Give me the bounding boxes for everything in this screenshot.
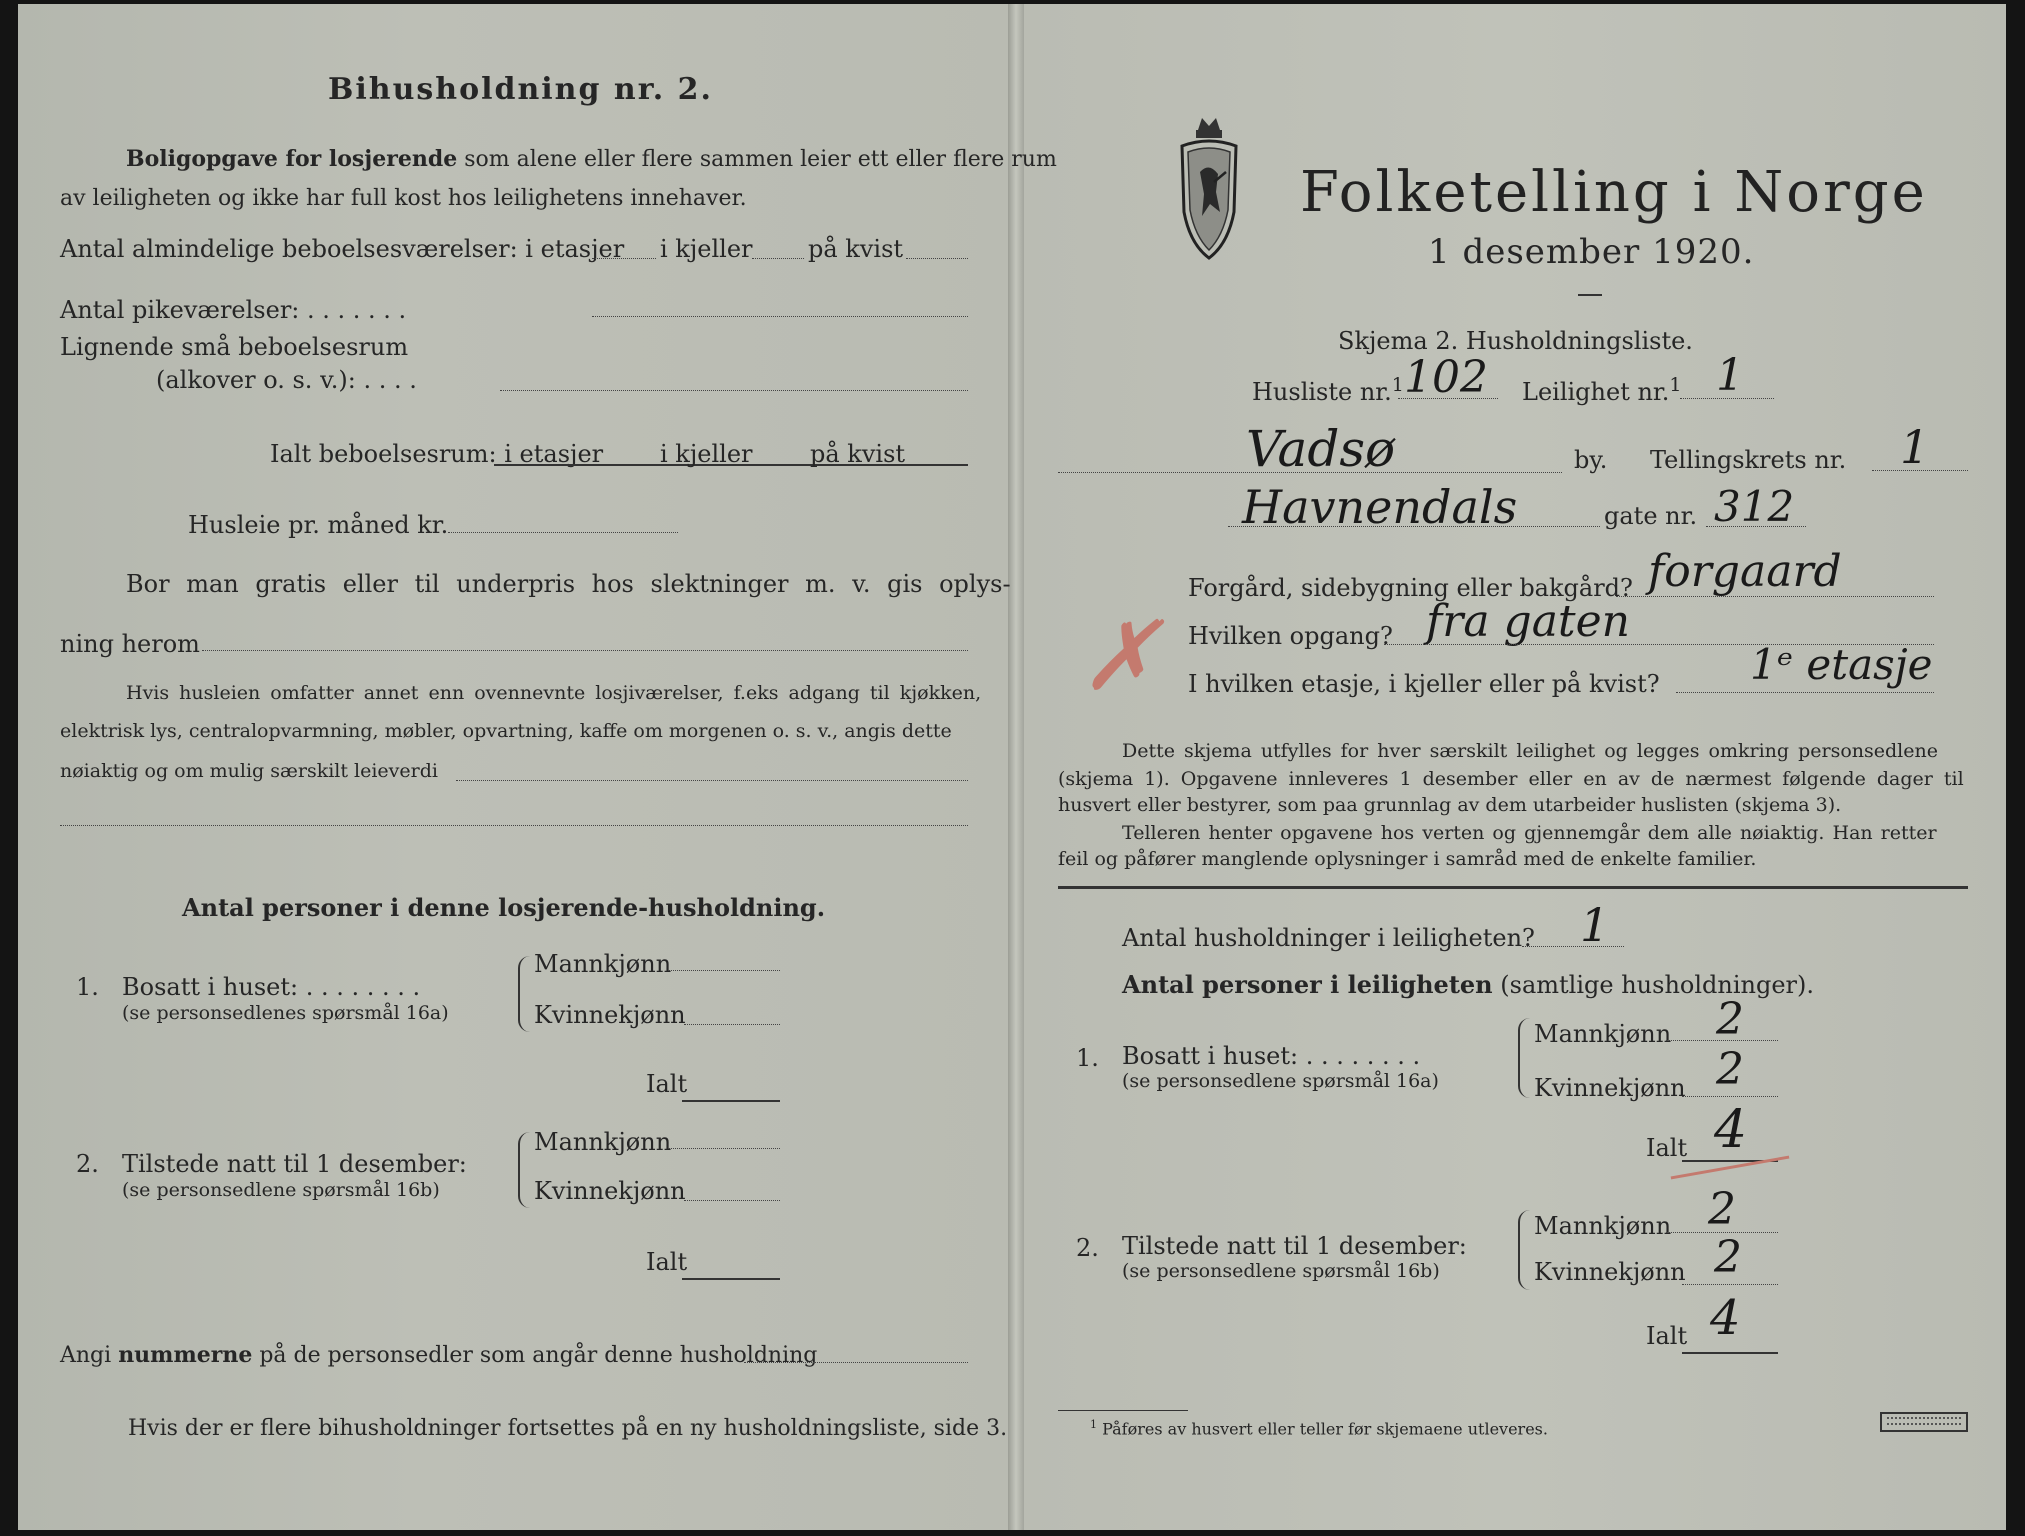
angi-bold: nummerne: [118, 1342, 253, 1368]
gate-nr-field: [1706, 526, 1806, 527]
left-q1-label: Bosatt i huset: . . . . . . . .: [122, 973, 421, 1001]
krets-value[interactable]: 1: [1900, 420, 1930, 474]
right-q2-ialt-label: Ialt: [1646, 1322, 1688, 1350]
left-q2-kvinne-label: Kvinnekjønn: [534, 1177, 686, 1205]
by-label: by.: [1574, 446, 1608, 474]
red-check-mark: ✗: [1080, 600, 1161, 712]
alkover-field[interactable]: [500, 390, 968, 391]
intro-text-1: som alene eller flere sammen leier ett eller flere rum: [464, 147, 1057, 172]
info-line-5: feil og påfører manglende oplysninger i samråd med de enkelte familier.: [1058, 848, 1757, 870]
info-line-3: husvert eller bestyrer, som paa grunnlag av dem utarbeider huslisten (skjema 3).: [1058, 794, 1842, 816]
husliste-value[interactable]: 102: [1404, 352, 1488, 403]
left-q1-num: 1.: [76, 973, 99, 1001]
opgang-value[interactable]: fra gaten: [1426, 596, 1630, 647]
left-q2-sub: (se personsedlene spørsmål 16b): [122, 1179, 440, 1201]
right-persons-bold: Antal personer i leiligheten: [1122, 970, 1493, 999]
leilighet-field: [1680, 398, 1774, 399]
right-q2-kvinne-field: [1682, 1284, 1778, 1285]
by-field: [1058, 472, 1562, 473]
ialt-kvist-label: på kvist: [810, 440, 906, 468]
left-q2-mann-label: Mannkjønn: [534, 1128, 672, 1156]
right-q1-sub: (se personsedlene spørsmål 16a): [1122, 1070, 1439, 1092]
intro-text-2: av leiligheten og ikke har full kost hos leilighetens innehaver.: [60, 186, 747, 211]
angi-field[interactable]: [744, 1362, 968, 1363]
kvist-field[interactable]: [906, 258, 968, 259]
right-q2-sub: (se personsedlene spørsmål 16b): [1122, 1260, 1440, 1282]
gate-label: gate nr.: [1604, 502, 1698, 530]
gratis-text-2: ning herom: [60, 630, 200, 658]
right-q2-brace: [1518, 1210, 1530, 1290]
info-line-4: Telleren henter opgavene hos verten og gjennemgår dem alle nøiaktig. Han retter: [1122, 822, 1937, 844]
right-q1-kvinne-label: Kvinnekjønn: [1534, 1074, 1686, 1102]
bihusholdning-heading: Bihusholdning nr. 2.: [328, 72, 713, 107]
page-fold: [1008, 4, 1024, 1530]
krets-field: [1872, 470, 1968, 471]
left-persons-heading: Antal personer i denne losjerende-husholdning.: [182, 893, 826, 922]
hvis-text-2: elektrisk lys, centralopvarmning, møbler, opvartning, kaffe om morgenen o. s. v., angis dette: [60, 720, 952, 742]
printer-stamp-icon: [1880, 1412, 1968, 1432]
left-q1-mann-label: Mannkjønn: [534, 950, 672, 978]
left-q2-mann-field[interactable]: [668, 1148, 780, 1149]
right-q2-kvinne-label: Kvinnekjønn: [1534, 1258, 1686, 1286]
pike-label: Antal pikeværelser: . . . . . . .: [60, 296, 407, 324]
right-q1-brace: [1518, 1018, 1530, 1098]
right-q1-mann-label: Mannkjønn: [1534, 1020, 1672, 1048]
left-q1-brace: [518, 956, 530, 1032]
census-date: 1 desember 1920.: [1428, 232, 1755, 272]
left-q1-sub: (se personsedlenes spørsmål 16a): [122, 1002, 449, 1024]
census-title: Folketelling i Norge: [1300, 160, 1928, 225]
right-q2-mann-value[interactable]: 2: [1708, 1184, 1736, 1235]
leilighet-footnote-mark: 1: [1669, 374, 1682, 396]
etasje-label: I hvilken etasje, i kjeller eller på kvist?: [1188, 670, 1660, 698]
alkover-label: (alkover o. s. v.): . . . .: [156, 366, 417, 394]
right-q1-ialt-value[interactable]: 4: [1714, 1100, 1748, 1160]
hush-label: Antal husholdninger i leiligheten?: [1122, 924, 1535, 952]
left-q2-ialt-field[interactable]: [682, 1278, 780, 1280]
right-q1-kvinne-value[interactable]: 2: [1716, 1044, 1744, 1095]
leilighet-label: Leilighet nr.: [1522, 378, 1670, 406]
left-q2-num: 2.: [76, 1150, 99, 1178]
footnote-rule: [1058, 1410, 1188, 1411]
left-q1-ialt-field[interactable]: [682, 1100, 780, 1102]
gate-value[interactable]: Havnendals: [1242, 480, 1518, 534]
right-q1-mann-field: [1666, 1040, 1778, 1041]
etasje-value[interactable]: 1ᵉ etasje: [1750, 640, 1933, 689]
right-q2-ialt-value[interactable]: 4: [1710, 1290, 1741, 1346]
ialt-rooms-label: Ialt beboelsesrum: i etasjer: [270, 440, 604, 468]
right-persons-rest: (samtlige husholdninger).: [1500, 971, 1815, 999]
gratis-field[interactable]: [202, 650, 968, 651]
right-q2-kvinne-value[interactable]: 2: [1714, 1232, 1742, 1283]
date-rule: [1578, 294, 1602, 296]
gratis-text-1: Bor man gratis eller til underpris hos slektninger m. v. gis oplys-: [126, 570, 1011, 598]
gate-nr-value[interactable]: 312: [1714, 482, 1795, 531]
left-q2-label: Tilstede natt til 1 desember:: [122, 1150, 467, 1178]
info-line-2: (skjema 1). Opgavene innleveres 1 desember eller en av de nærmest følgende dager til: [1058, 768, 1964, 790]
leieverdi-field[interactable]: [456, 780, 968, 781]
forgaard-value[interactable]: forgaard: [1648, 546, 1842, 597]
by-value[interactable]: Vadsø: [1246, 420, 1396, 478]
hvis-text-1: Hvis husleien omfatter annet enn ovennevnte losjiværelser, f.eks adgang til kjøkken,: [126, 682, 982, 704]
skjema-label: Skjema 2. Husholdningsliste.: [1338, 327, 1693, 355]
right-q1-mann-value[interactable]: 2: [1716, 994, 1744, 1045]
angi-pre: Angi: [60, 1343, 112, 1368]
right-q2-mann-label: Mannkjønn: [1534, 1212, 1672, 1240]
angi-post: på de personsedler som angår denne husholdning: [259, 1343, 818, 1368]
left-q2-kvinne-field[interactable]: [684, 1200, 780, 1201]
etasje-field: [1676, 692, 1934, 693]
left-q1-kvinne-label: Kvinnekjønn: [534, 1001, 686, 1029]
left-q1-ialt-label: Ialt: [646, 1070, 688, 1098]
info-line-1: Dette skjema utfylles for hver særskilt leilighet og legges omkring personsedlene: [1122, 740, 1938, 762]
right-q1-num: 1.: [1076, 1044, 1099, 1072]
kjeller-field[interactable]: [752, 258, 804, 259]
husleie-field[interactable]: [448, 532, 678, 533]
right-q1-ialt-label: Ialt: [1646, 1134, 1688, 1162]
husleie-label: Husleie pr. måned kr.: [188, 511, 449, 539]
pike-field[interactable]: [592, 316, 968, 317]
footnote-number: 1: [1090, 1418, 1097, 1431]
i-kjeller-label: i kjeller: [660, 235, 753, 263]
left-footer: Hvis der er flere bihusholdninger fortsettes på en ny husholdningsliste, side 3.: [128, 1416, 1008, 1441]
hvis-text-3: nøiaktig og om mulig særskilt leieverdi: [60, 760, 438, 782]
intro-bold: Boligopgave for losjerende: [126, 146, 458, 172]
gate-field: [1228, 526, 1600, 527]
left-q1-kvinne-field[interactable]: [684, 1024, 780, 1025]
opgang-label: Hvilken opgang?: [1188, 622, 1393, 650]
forgaard-field: [1616, 596, 1934, 597]
left-q2-brace: [518, 1132, 530, 1208]
hush-field: [1522, 946, 1624, 947]
husliste-field: [1398, 398, 1498, 399]
leilighet-value[interactable]: 1: [1716, 350, 1744, 401]
left-q2-ialt-label: Ialt: [646, 1248, 688, 1276]
ialt-kjeller-label: i kjeller: [660, 440, 753, 468]
right-q1-kvinne-field: [1682, 1096, 1778, 1097]
leieverdi-field-2[interactable]: [60, 825, 968, 826]
left-q1-mann-field[interactable]: [668, 970, 780, 971]
footnote-text: Påføres av husvert eller teller før skjemaene utleveres.: [1102, 1419, 1548, 1439]
forgaard-label: Forgård, sidebygning eller bakgård?: [1188, 574, 1633, 602]
right-q2-ialt-field: [1682, 1352, 1778, 1354]
info-rule: [1058, 886, 1968, 889]
hush-value[interactable]: 1: [1580, 898, 1610, 952]
husliste-footnote-mark: 1: [1391, 374, 1404, 396]
husliste-label: Husliste nr.: [1252, 378, 1392, 406]
krets-label: Tellingskrets nr.: [1650, 446, 1847, 474]
coat-of-arms-icon: [1176, 112, 1242, 264]
right-q2-num: 2.: [1076, 1234, 1099, 1262]
lignende-label: Lignende små beboelsesrum: [60, 333, 409, 361]
right-q1-label: Bosatt i huset: . . . . . . . .: [1122, 1042, 1421, 1070]
etasjer-field[interactable]: [592, 258, 656, 259]
right-q2-label: Tilstede natt til 1 desember:: [1122, 1232, 1467, 1260]
antal-rooms-label: Antal almindelige beboelsesværelser: i etasjer: [60, 235, 625, 263]
paa-kvist-label: på kvist: [808, 235, 904, 263]
